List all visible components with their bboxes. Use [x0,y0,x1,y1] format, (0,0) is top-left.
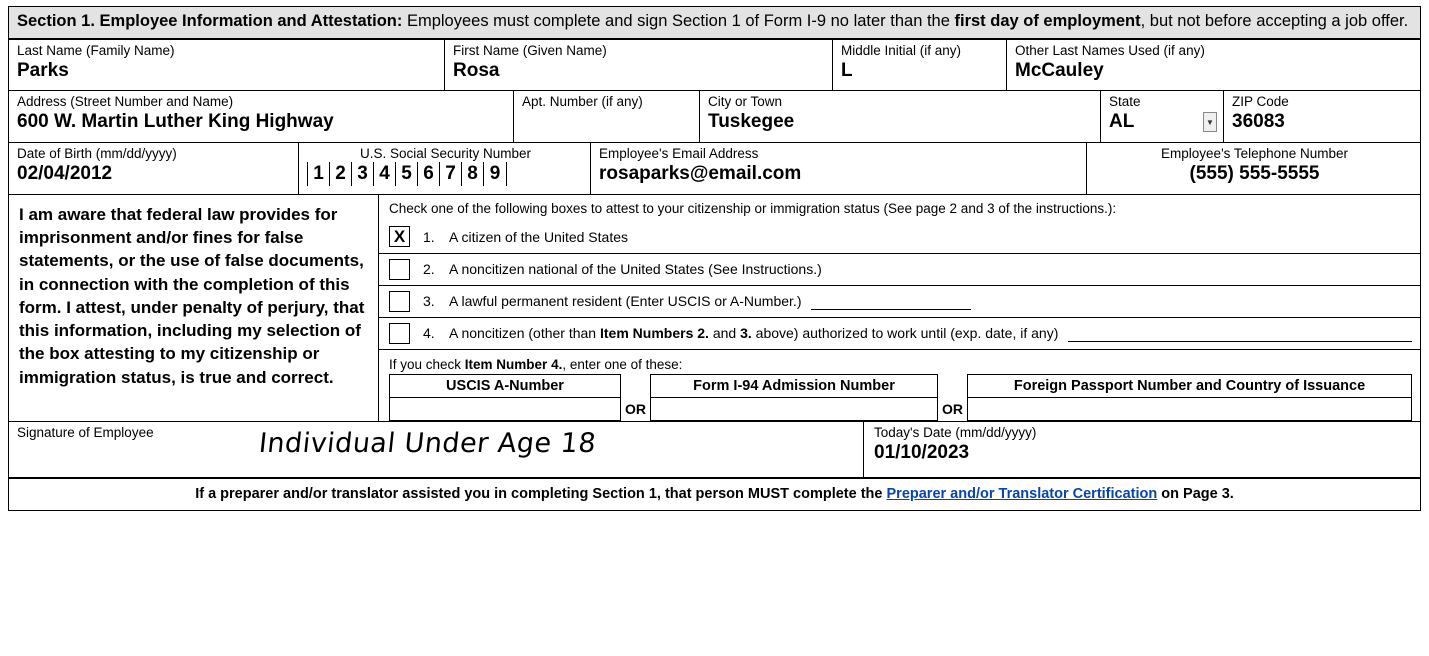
middle-initial-value: L [841,60,853,82]
phone-value: (555) 555-5555 [1189,163,1320,185]
item-4-instruction [379,349,1420,376]
other-last-names-value: McCauley [1015,60,1104,82]
option-3-number: 3. [423,293,435,310]
or-separator-2: OR [942,400,963,417]
option-1-number: 1. [423,228,435,245]
address-row [8,91,1421,143]
section-header-title: Section 1. Employee Information and Attestation: [17,12,403,30]
last-name-label: Last Name (Family Name) [17,42,175,58]
foreign-passport-value [968,398,1411,420]
i94-number-field[interactable] [650,374,938,421]
preparer-footer [8,478,1421,511]
address-label: Address (Street Number and Name) [17,93,234,109]
option-2-number: 2. [423,261,435,278]
expiration-date-input[interactable] [1068,325,1412,342]
today-date-value: 01/10/2023 [874,442,970,464]
uscis-a-number-inline-input[interactable] [811,293,971,310]
foreign-passport-header: Foreign Passport Number and Country of Issuance [968,375,1411,398]
i94-number-value [651,398,937,420]
last-name-value: Parks [17,60,69,82]
option-2-label: A noncitizen national of the United States (See Instructions.) [449,261,822,278]
name-row [8,39,1421,91]
option-4-label: A noncitizen (other than Item Numbers 2. and 3. above) authorized to work until (exp. date, if any) [449,325,1059,342]
state-label: State [1109,93,1141,109]
citizenship-option-1[interactable] [379,221,1420,253]
last-name-field[interactable] [9,40,445,90]
phone-label: Employee's Telephone Number [1161,145,1348,161]
preparer-translator-certification-link[interactable]: Preparer and/or Translator Certification [886,485,1158,502]
ssn-digit: 1 [308,162,330,186]
signature-row [8,422,1421,478]
zip-field[interactable] [1224,91,1420,142]
ssn-digit: 7 [440,162,462,186]
preparer-footer-post: on Page 3. [1157,485,1234,502]
ssn-digit: 6 [418,162,440,186]
item-4-instruction-pre: If you check [389,356,465,372]
attestation-row [8,195,1421,422]
i94-number-header: Form I-94 Admission Number [651,375,937,398]
city-value: Tuskegee [708,111,795,133]
foreign-passport-field[interactable] [967,374,1412,421]
email-label: Employee's Email Address [599,145,759,161]
dob-field[interactable] [9,143,299,194]
middle-initial-label: Middle Initial (if any) [841,42,962,58]
state-select[interactable] [1101,91,1224,142]
ssn-digit: 9 [489,163,501,185]
city-field[interactable] [700,91,1101,142]
dob-ssn-row [8,143,1421,195]
ssn-digit: 2 [330,162,352,186]
section-header-text-1: Employees must complete and sign Section 1 of Form I-9 no later than the [402,12,955,30]
item-4-instruction-post: , enter one of these: [562,356,683,372]
citizenship-attestation [379,195,1420,421]
checkbox-option-4[interactable] [389,323,410,344]
attestation-instruction: Check one of the following boxes to attest to your citizenship or immigration status (See page 2 and 3 of the instructions.): [389,200,1117,216]
today-date-label: Today's Date (mm/dd/yyyy) [874,424,1037,440]
phone-field[interactable] [1087,143,1420,194]
citizenship-option-4[interactable] [379,317,1420,349]
dob-label: Date of Birth (mm/dd/yyyy) [17,145,177,161]
ssn-label: U.S. Social Security Number [359,145,532,161]
address-field[interactable] [9,91,514,142]
uscis-a-number-header: USCIS A-Number [390,375,620,398]
checkbox-option-3[interactable] [389,291,410,312]
section-header-bold-1: first day of employment [954,12,1141,30]
citizenship-option-2[interactable] [379,253,1420,285]
document-number-columns [379,374,1420,421]
signature-value: Individual Under Age 18 [257,427,598,459]
first-name-field[interactable] [445,40,833,90]
first-name-value: Rosa [453,60,500,82]
uscis-a-number-field[interactable] [389,374,621,421]
zip-label: ZIP Code [1232,93,1289,109]
ssn-digit-boxes[interactable] [307,162,584,186]
citizenship-option-3[interactable] [379,285,1420,317]
section-header-text-2: , but not before accepting a job offer. [1140,12,1409,30]
chevron-down-icon[interactable]: ▼ [1203,112,1217,132]
section-header [8,6,1421,39]
address-value: 600 W. Martin Luther King Highway [17,111,334,133]
ssn-digit: 3 [352,162,374,186]
middle-initial-field[interactable] [833,40,1007,90]
state-value: AL [1109,111,1135,133]
uscis-a-number-value [390,398,620,420]
option-3-label: A lawful permanent resident (Enter USCIS or A-Number.) [449,293,802,310]
city-label: City or Town [708,93,783,109]
item-4-instruction-bold: Item Number 4. [464,356,563,372]
zip-value: 36083 [1232,111,1285,133]
ssn-digit: 8 [462,162,484,186]
apt-label: Apt. Number (if any) [522,93,643,109]
ssn-digit: 4 [374,162,396,186]
email-field[interactable] [591,143,1087,194]
email-value: rosaparks@email.com [599,163,802,185]
checkbox-option-1[interactable]: X [389,226,410,247]
checkbox-option-2[interactable] [389,259,410,280]
option-4-number: 4. [423,325,435,342]
other-last-names-field[interactable] [1007,40,1420,90]
perjury-warning-text: I am aware that federal law provides for imprisonment and/or fines for false statements, or the use of false documents, in connection with the completion of this form. I attest, under penalty of perjury, that this information, including my selection of the box attesting to my citizenship or immigration status, is true and correct. [9,195,379,421]
first-name-label: First Name (Given Name) [453,42,607,58]
today-date-field[interactable] [864,422,1420,477]
signature-label: Signature of Employee [17,424,154,440]
apt-field[interactable] [514,91,700,142]
other-last-names-label: Other Last Names Used (if any) [1015,42,1205,58]
dob-value: 02/04/2012 [17,163,113,185]
signature-field[interactable] [9,422,864,477]
ssn-field[interactable] [299,143,591,194]
or-separator-1: OR [625,400,646,417]
option-1-label: A citizen of the United States [449,228,628,245]
ssn-digit: 5 [396,162,418,186]
preparer-footer-pre: If a preparer and/or translator assisted you in completing Section 1, that person MUST complete the [195,485,887,502]
